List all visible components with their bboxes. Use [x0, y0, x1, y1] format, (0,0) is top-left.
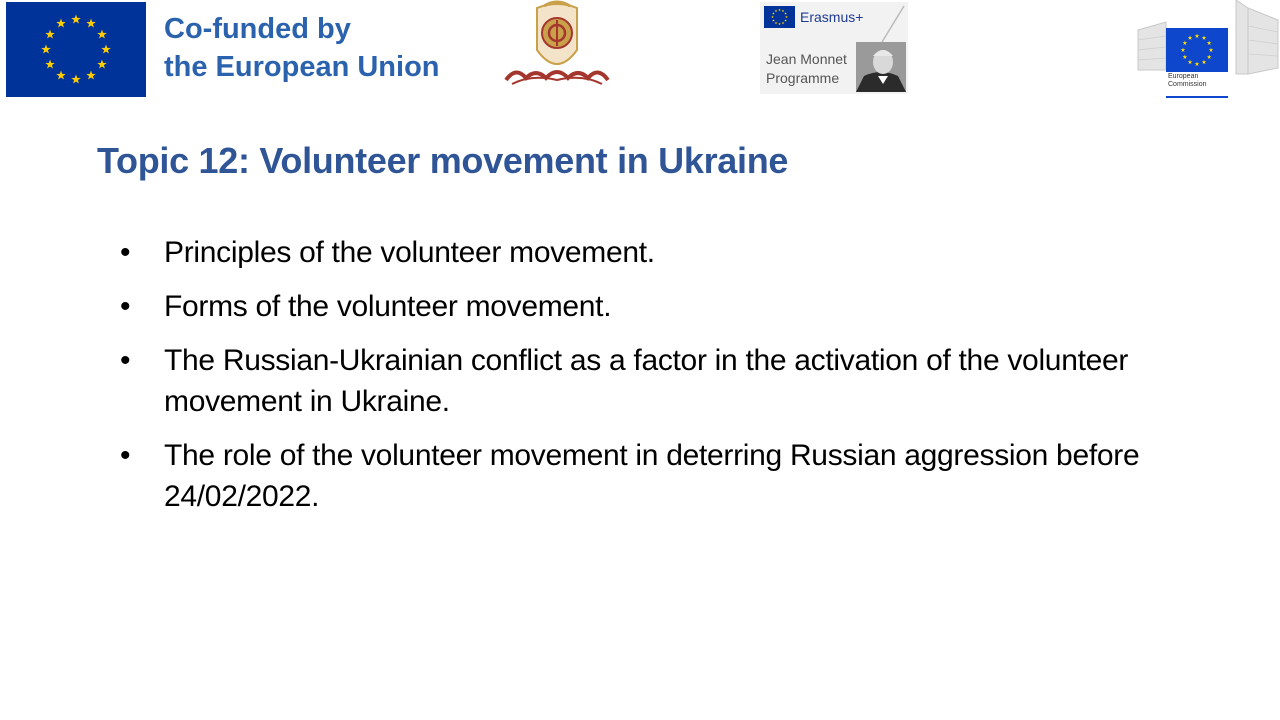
divider-slash-icon	[876, 4, 908, 44]
erasmus-flag-icon	[764, 6, 795, 28]
cofunded-label	[164, 10, 440, 86]
bullet-dot-icon: •	[120, 290, 131, 323]
jean-monnet-line-2: Programme	[766, 70, 840, 86]
jean-monnet-portrait-icon	[856, 42, 906, 92]
bullet-item	[120, 435, 1180, 517]
bullet-dot-icon: •	[120, 439, 131, 472]
ec-line-1: European	[1168, 73, 1199, 80]
ec-line-2: Commission	[1168, 81, 1207, 88]
jean-monnet-logo	[760, 2, 908, 94]
eu-flag-icon	[6, 2, 146, 97]
european-commission-label	[1168, 73, 1207, 89]
jean-monnet-label	[766, 50, 847, 88]
bullet-item	[120, 232, 1180, 273]
european-commission-building-icon	[1136, 0, 1280, 100]
bullet-text: The Russian-Ukrainian conflict as a factor in the activation of the volunteer movement in Ukraine.	[164, 344, 1129, 418]
bullet-text: Principles of the volunteer movement.	[164, 236, 655, 269]
university-crest-icon	[502, 0, 612, 90]
bullet-text: Forms of the volunteer movement.	[164, 290, 612, 323]
ec-underline	[1166, 96, 1228, 98]
cofunded-line-1: Co-funded by	[164, 13, 351, 45]
bullet-dot-icon: •	[120, 236, 131, 269]
bullet-dot-icon: •	[120, 344, 131, 377]
bullet-text: The role of the volunteer movement in deterring Russian aggression before 24/02/2022.	[164, 439, 1140, 513]
bullet-item	[120, 340, 1180, 422]
slide-title: Topic 12: Volunteer movement in Ukraine	[97, 140, 789, 181]
bullet-list	[120, 232, 1180, 530]
cofunded-line-2: the European Union	[164, 51, 440, 83]
jean-monnet-line-1: Jean Monnet	[766, 51, 847, 67]
bullet-item	[120, 286, 1180, 327]
erasmus-label: Erasmus+	[800, 9, 864, 25]
